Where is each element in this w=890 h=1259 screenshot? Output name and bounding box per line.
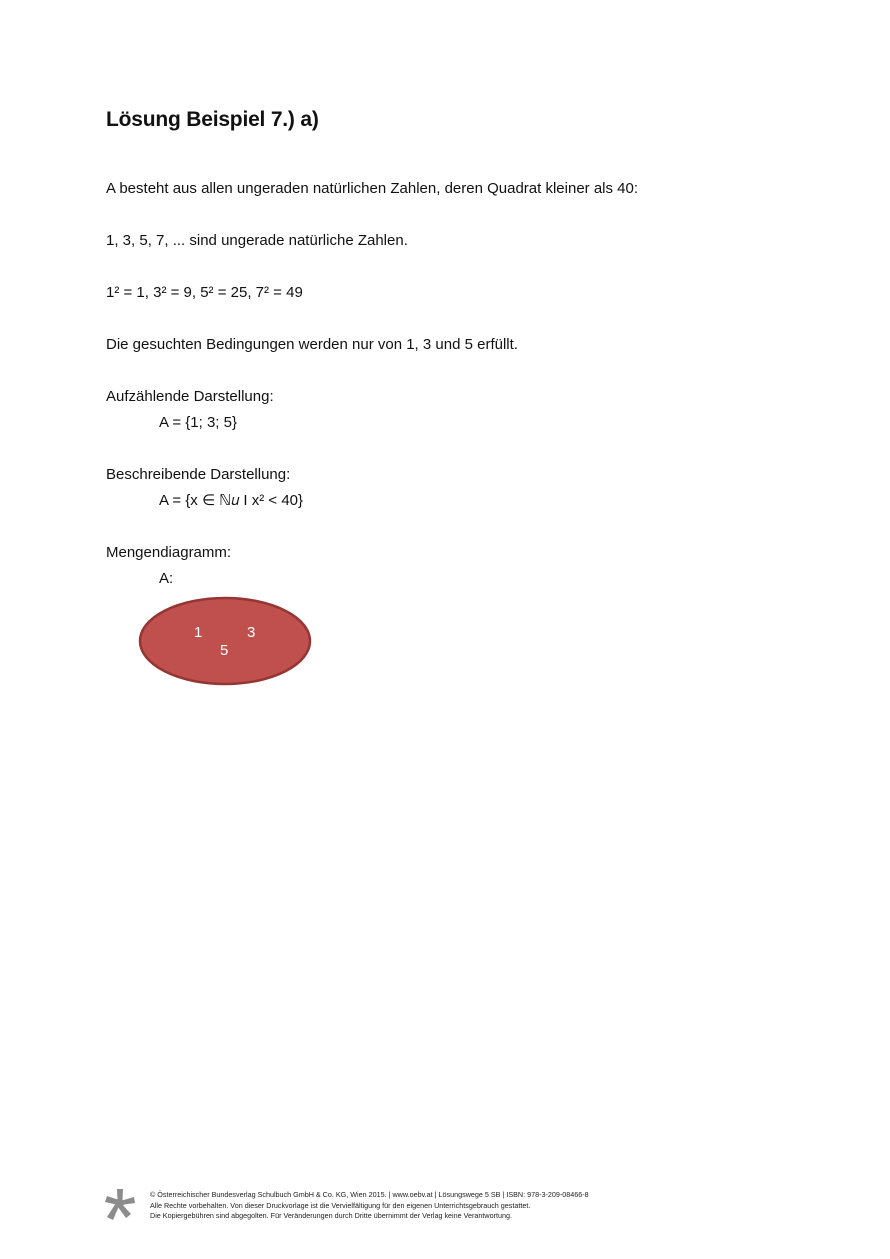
set-element-5: 5 bbox=[220, 642, 229, 659]
footer-line-fees: Die Kopiergebühren sind abgegolten. Für Veränderungen durch Dritte übernimmt der Verlag keine Verantwortung. bbox=[150, 1211, 512, 1220]
descriptive-formula: A = {x ∈ ℕ𝑢 I x² < 40} bbox=[159, 492, 304, 509]
copyright-footer bbox=[150, 1190, 589, 1222]
footer-line-rights: Alle Rechte vorbehalten. Von dieser Druckvorlage ist die Vervielfältigung für den eigenen Unterrichtsgebrauch gestattet. bbox=[150, 1200, 531, 1210]
venn-diagram-label: Mengendiagramm: bbox=[106, 544, 232, 561]
enumerative-formula: A = {1; 3; 5} bbox=[159, 414, 237, 431]
venn-set-name: A: bbox=[159, 570, 174, 587]
set-ellipse bbox=[140, 598, 310, 684]
intro-text: A besteht aus allen ungeraden natürlichen Zahlen, deren Quadrat kleiner als 40: bbox=[106, 180, 639, 197]
descriptive-label: Beschreibende Darstellung: bbox=[106, 466, 291, 483]
footer-line-copyright: © Österreichischer Bundesverlag Schulbuch GmbH & Co. KG, Wien 2015. | www.oebv.at | Lösungswege 5 SB | ISBN: 978-3-209-08466-8 bbox=[150, 1190, 589, 1199]
set-element-1: 1 bbox=[194, 624, 203, 641]
asterisk-logo-icon bbox=[104, 1188, 136, 1222]
odd-numbers-text: 1, 3, 5, 7, ... sind ungerade natürliche Zahlen. bbox=[106, 232, 408, 249]
venn-diagram bbox=[138, 596, 312, 686]
conclusion-text: Die gesuchten Bedingungen werden nur von 1, 3 und 5 erfüllt. bbox=[106, 336, 518, 353]
set-element-3: 3 bbox=[247, 624, 256, 641]
page-title: Lösung Beispiel 7.) a) bbox=[106, 108, 319, 131]
squares-text: 1² = 1, 3² = 9, 5² = 25, 7² = 49 bbox=[106, 284, 303, 301]
enumerative-label: Aufzählende Darstellung: bbox=[106, 388, 274, 405]
